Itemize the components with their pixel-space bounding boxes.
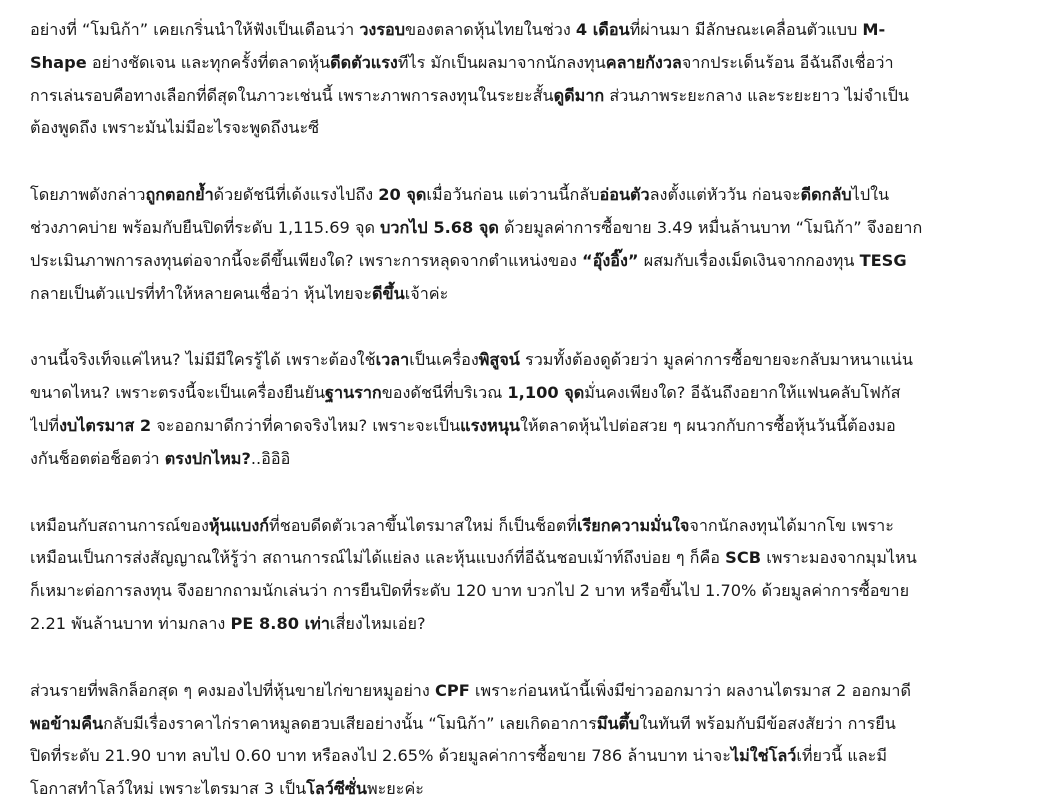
bold-text: 1,100 จุด (507, 383, 585, 403)
article-paragraph (30, 675, 1010, 806)
bold-text: ฐานราก (325, 383, 382, 403)
text-segment: ช่วงภาคบ่าย พร้อมกับยืนปิดที่ระดับ 1,115.69 จุด (30, 217, 381, 237)
bold-text: คลายกังวล (605, 52, 682, 72)
paragraph-line (30, 179, 1010, 212)
paragraph-line (30, 245, 1010, 278)
text-segment: 2.21 พันล้านบาท ท่ามกลาง (30, 613, 231, 633)
text-segment: เที่ยวนี้ และมี (796, 746, 888, 766)
text-segment: เป็นเครื่อง (409, 350, 479, 370)
text-segment: ปิดที่ระดับ 21.90 บาท ลบไป 0.60 บาท หรือลงไป 2.65% ด้วยมูลค่าการซื้อขาย 786 ล้านบาท น่าจะ (30, 746, 731, 766)
paragraph-line (30, 212, 1010, 245)
text-segment: เมื่อวันก่อน แต่วานนี้กลับ (426, 185, 600, 205)
text-segment: ด้วยดัชนีที่เด้งแรงไปถึง (213, 185, 379, 205)
text-segment: เพราะก่อนหน้านี้เพิ่งมีข่าวออกมาว่า ผลงานไตรมาส 2 ออกมาดี (469, 680, 911, 700)
bold-text: พอข้ามคืน (30, 713, 104, 733)
paragraph-line (30, 740, 1010, 773)
text-segment: ส่วนภาพระยะกลาง และระยะยาว ไม่จำเป็น (604, 85, 909, 105)
text-segment: ผสมกับเรื่องเม็ดเงินจากกองทุน (638, 250, 860, 270)
text-segment: โอกาสทำโลว์ใหม่ เพราะไตรมาส 3 เป็น (30, 779, 307, 799)
text-segment: ส่วนรายที่พลิกล็อกสุด ๆ คงมองไปที่หุ้นขายไก่ขายหมูอย่าง (30, 680, 435, 700)
text-segment: ขนาดไหน? เพราะตรงนี้จะเป็นเครื่องยืนยัน (30, 383, 326, 403)
bold-text: ไม่ใช่โลว์ (730, 746, 797, 766)
bold-text: แรงหนุน (460, 415, 520, 435)
text-segment: ทีไร มักเป็นผลมาจากนักลงทุน (397, 52, 606, 72)
bold-text: CPF (434, 680, 470, 700)
bold-text: มึนตึ้บ (596, 713, 640, 733)
article-paragraph (30, 14, 1010, 145)
text-segment: ไปใน (851, 185, 890, 205)
bold-text: M- (862, 20, 886, 39)
text-segment: โดยภาพดังกล่าว (30, 185, 146, 205)
text-segment: พะยะค่ะ (366, 779, 425, 799)
text-segment: กลายเป็นตัวแปรที่ทำให้หลายคนเชื่อว่า หุ้นไทยจะ (30, 283, 373, 303)
bold-text: 20 จุด (378, 185, 427, 205)
bold-text: “อุ๊งอิ๊ง” (582, 250, 639, 270)
text-segment: ประเมินภาพการลงทุนต่อจากนี้จะดีขึ้นเพียงใด? เพราะการหลุดจากตำแหน่งของ (30, 250, 583, 270)
bold-text: เวลา (375, 350, 410, 370)
paragraph-line (30, 344, 1010, 377)
text-segment: ของตลาดหุ้นไทยในช่วง (405, 20, 576, 39)
bold-text: ดีขึ้น (372, 283, 405, 303)
bold-text: วงรอบ (359, 20, 406, 39)
text-segment: อย่างชัดเจน และทุกครั้งที่ตลาดหุ้น (86, 52, 331, 72)
text-segment: ด้วยมูลค่าการซื้อขาย 3.49 หมื่นล้านบาท “โมนิก้า” จึงอยาก (498, 217, 923, 237)
paragraph-line (30, 80, 1010, 113)
text-segment: จะออกมาดีกว่าที่คาดจริงไหม? เพราะจะเป็น (151, 415, 461, 435)
paragraph-line (30, 708, 1010, 741)
bold-text: พิสูจน์ (478, 350, 520, 370)
text-segment: ของดัชนีที่บริเวณ (381, 383, 508, 403)
paragraph-line (30, 410, 1010, 443)
bold-text: PE 8.80 เท่า (230, 613, 330, 633)
paragraph-line (30, 443, 1010, 476)
bold-text: หุ้นแบงก์ (208, 515, 270, 535)
text-segment: งกันช็อตต่อช็อตว่า (30, 448, 165, 468)
text-segment: มั่นคงเพียงใด? อีฉันถึงอยากให้แฟนคลับโฟกัส (584, 383, 901, 403)
bold-text: ดีดกลับ (800, 185, 852, 205)
text-segment: ให้ตลาดหุ้นไปต่อสวย ๆ ผนวกกับการซื้อหุ้นวันนี้ต้องมอ (519, 415, 896, 435)
paragraph-line (30, 608, 1010, 641)
paragraph-line (30, 675, 1010, 708)
text-segment: ในทันที พร้อมกับมีข้อสงสัยว่า การยืน (639, 713, 896, 733)
bold-text: Shape (30, 52, 87, 72)
bold-text: ดีดตัวแรง (330, 52, 398, 72)
bold-text: เรียกความมั่นใจ (577, 515, 690, 535)
paragraph-line (30, 510, 1010, 543)
text-segment: งานนี้จริงเท็จแค่ไหน? ไม่มีมีใครรู้ได้ เพราะต้องใช้ (30, 350, 376, 370)
text-segment: เสี่ยงไหมเอ่ย? (329, 613, 426, 633)
bold-text: TESG (859, 250, 907, 270)
text-segment: การเล่นรอบคือทางเลือกที่ดีสุดในภาวะเช่นนี้ เพราะภาพการลงทุนในระยะสั้น (30, 85, 554, 105)
paragraph-line (30, 773, 1010, 806)
bold-text: อ่อนตัว (599, 185, 650, 205)
text-segment: กลับมีเรื่องราคาไก่ราคาหมูลดฮวบเสียอย่างนั้น “โมนิก้า” เลยเกิดอาการ (103, 713, 597, 733)
bold-text: บวกไป 5.68 จุด (380, 217, 499, 237)
paragraph-line (30, 575, 1010, 608)
bold-text: ถูกตอกย้ำ (145, 185, 214, 205)
bold-text: งบไตรมาส 2 (59, 415, 152, 435)
bold-text: ดูดีมาก (553, 85, 605, 105)
article-paragraph (30, 344, 1010, 475)
text-segment: ไปที่ (30, 415, 60, 435)
text-segment: จากประเด็นร้อน อีฉันถึงเชื่อว่า (681, 52, 894, 72)
text-segment: เจ้าค่ะ (404, 283, 449, 303)
text-segment: ต้องพูดถึง เพราะมันไม่มีอะไรจะพูดถึงนะซี (30, 118, 320, 138)
paragraph-line (30, 47, 1010, 80)
text-segment: อย่างที่ “โมนิก้า” เคยเกริ่นนำให้ฟังเป็นเดือนว่า (30, 20, 360, 39)
text-segment: เพราะมองจากมุมไหน (761, 548, 917, 568)
text-segment: เหมือนกับสถานการณ์ของ (30, 515, 209, 535)
bold-text: โลว์ซีซั่น (306, 779, 367, 799)
text-segment: ก็เหมาะต่อการลงทุน จึงอยากถามนักเล่นว่า การยืนปิดที่ระดับ 120 บาท บวกไป 2 บาท หรือขึ้นไป 1.70% ด้วยมูลค่าการซื้อขาย (30, 581, 910, 601)
text-segment: รวมทั้งต้องดูด้วยว่า มูลค่าการซื้อขายจะกลับมาหนาแน่น (519, 350, 913, 370)
text-segment: ที่ผ่านมา มีลักษณะเคลื่อนตัวแบบ (629, 20, 863, 39)
paragraph-line (30, 278, 1010, 311)
text-segment: จากนักลงทุนได้มากโข เพราะ (689, 515, 894, 535)
bold-text: ตรงปกไหม? (164, 448, 251, 468)
paragraph-line (30, 377, 1010, 410)
bold-text: SCB (725, 548, 762, 568)
text-segment: ที่ชอบดีดตัวเวลาขึ้นไตรมาสใหม่ ก็เป็นช็อตที่ (269, 515, 578, 535)
paragraph-line (30, 542, 1010, 575)
text-segment: เหมือนเป็นการส่งสัญญาณให้รู้ว่า สถานการณ์ไม่ได้แย่ลง และหุ้นแบงก์ที่อีฉันชอบเม้าท์ถึงบ่อย ๆ ก็คือ (30, 548, 726, 568)
text-segment: ลงตั้งแต่หัววัน ก่อนจะ (649, 185, 801, 205)
paragraph-line (30, 112, 1010, 145)
text-segment: ..อิอิอิ (250, 448, 291, 468)
article-paragraph (30, 179, 1010, 310)
bold-text: 4 เดือน (575, 20, 630, 39)
paragraph-line (30, 14, 1010, 47)
article-paragraph (30, 510, 1010, 641)
